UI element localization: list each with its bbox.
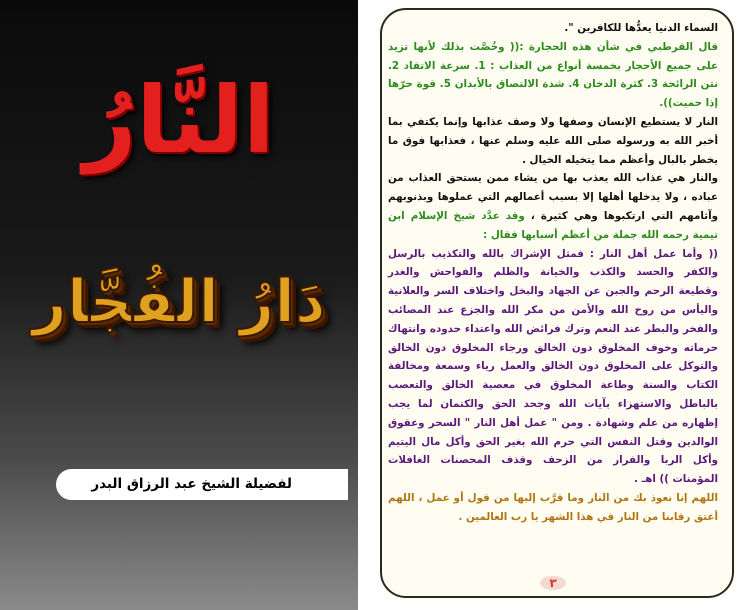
ibn-taymiyyah-quote: (( وأما عمل أهل النار : فمثل الإشراك بالله والتكذيب بالرسل والكفر والحسد والكذب والخيانة والظلم والفواحش والغدر وقطيعة الرحم والجبن عن الجهاد والبخل واختلاف السر والعلانية واليأس من روح الله والأمن من مكر الله والجزع عند المصائب والفخر والبطر عند النعم وترك فرائض الله واعتداء حدوده وانتهاك حرماته وخوف المخلوق دون الخالق ورجاء المخلوق دون الخالق والتوكل على المخلوق دون الخالق والعمل رياء وسمعة ومخالفة الكتاب والسنة وطاعة المخلوق في معصية الخالق والتعصب بالباطل والاستهزاء بآيات الله وجحد الحق والكتمان لما يجب إظهاره من علم وشهادة . ومن " عمل أهل النار " السحر وعقوق الوالدين وقتل النفس التي حرم الله بغير الحق وأكل مال اليتيم وأكل الربا والفرار من الزحف وقذف المحصنات الغافلات المؤمنات )) اهـ . xyxy=(388,247,718,486)
cover-title: النَّارُ xyxy=(83,67,275,174)
intro-line: السماء الدنيا يعدُّها للكافرين ". xyxy=(564,22,718,34)
book-page xyxy=(380,8,734,598)
causes-text: والنار هي عذاب الله يعذب بها من يشاء ممن يستحق العذاب من عباده ، ولا يدخلها أهلها إلا بسبب أعمالهم التي عملوها وبذنوبهم وآثامهم التي ارتكبوها وهي كثيرة ، xyxy=(388,172,718,222)
author-band xyxy=(56,469,348,500)
page-text xyxy=(388,19,718,527)
dua-paragraph: اللهم إنا نعوذ بك من النار وما قرَّب إليها من قول أو عمل ، اللهم أعتق رقابنا من النار في هذا الشهر يا رب العالمين . xyxy=(388,491,718,523)
cover-subtitle: دَارُ الفُجَّار xyxy=(32,267,326,337)
author-name: لفضيلة الشيخ عبد الرزاق البدر xyxy=(91,476,292,492)
page-number: ٣ xyxy=(540,576,566,590)
book-cover xyxy=(0,0,358,610)
description-paragraph: النار لا يستطيع الإنسان وصفها ولا وصف عذابها وإنما يكتفي بما أخبر الله به ورسوله صلى الله عليه وسلم عنها ، فعذابها فوق ما يخطر بالبال وأعظم مما يتخيله الخيال . xyxy=(388,115,718,166)
causes-paragraph xyxy=(388,169,718,244)
qurtubi-paragraph: قال القرطبي في شأن هذه الحجارة :(( وخُصَّت بذلك لأنها تزيد على جميع الأحجار بخمسة أنواع من العذاب : 1. سرعة الاتقاد 2. نتن الرائحة 3. كثرة الدخان 4. شدة الالتصاق بالأبدان 5. قوة حرّها إذا حميت)). xyxy=(388,40,719,110)
ibn-taymiyyah-intro: وقد عدَّد شيخ الإسلام ابن تيمية رحمه الله جملة من أعظم أسبابها فقال : xyxy=(388,209,718,241)
